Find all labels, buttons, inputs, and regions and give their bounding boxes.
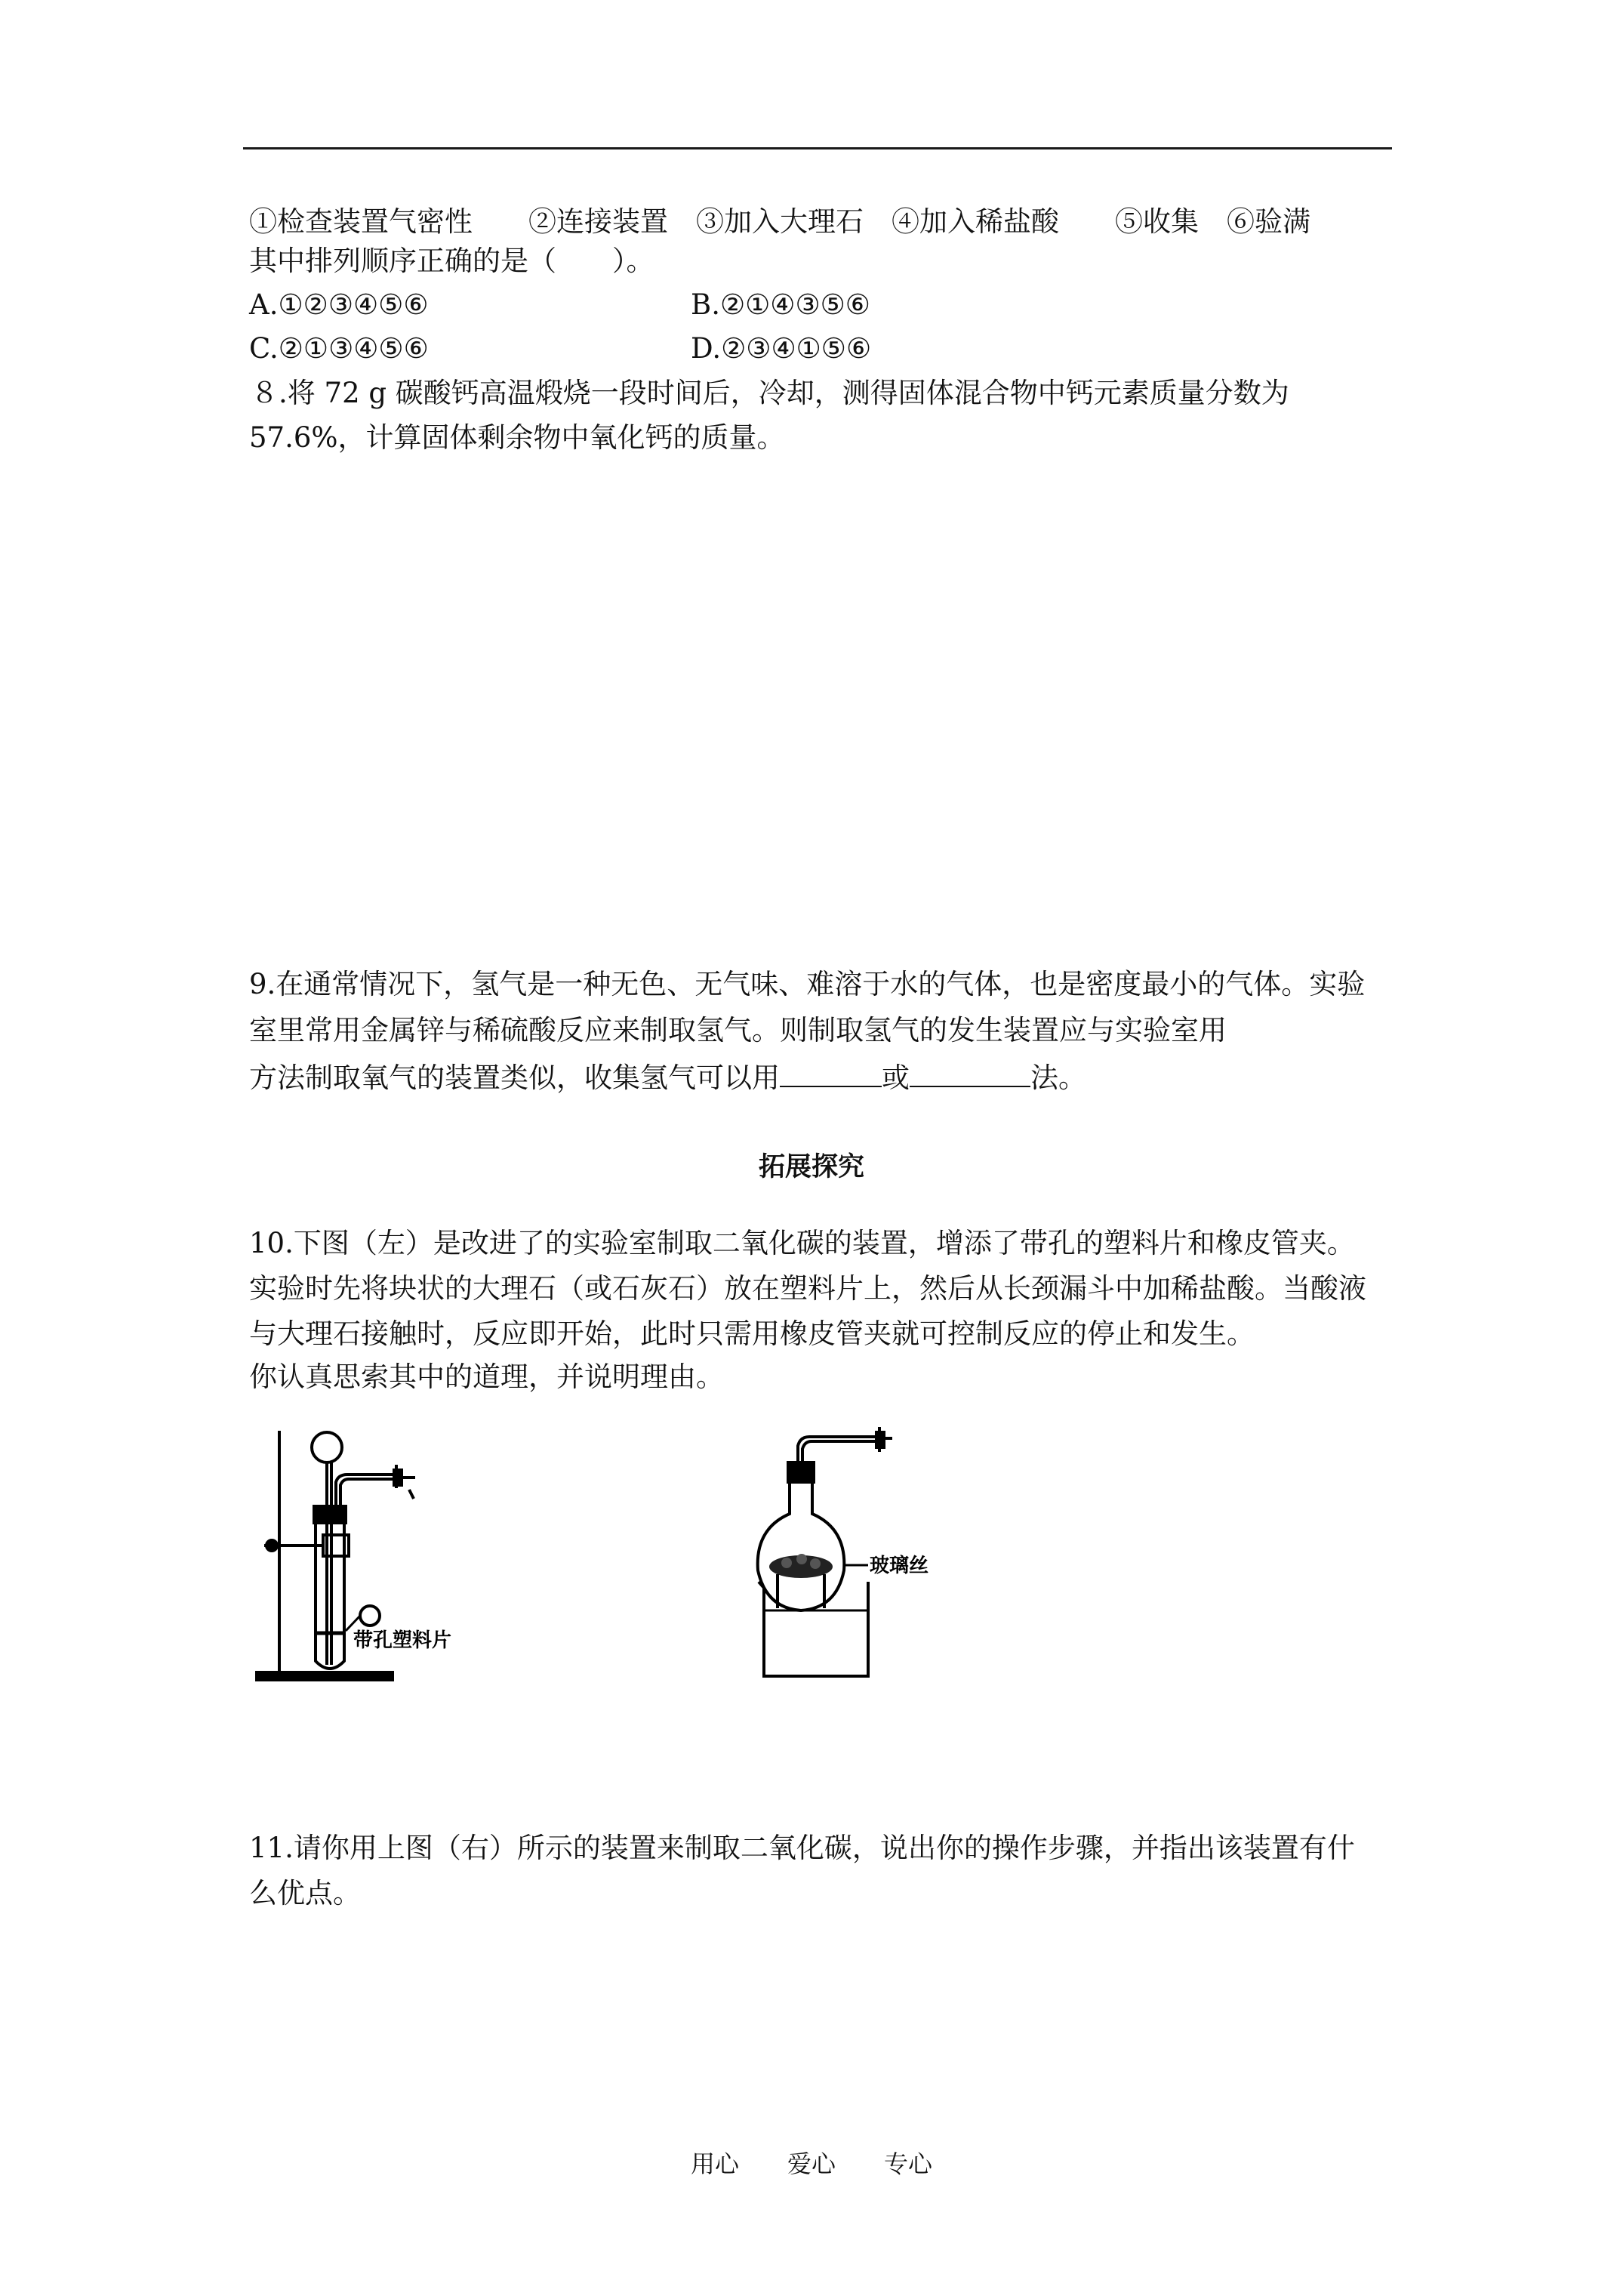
round-flask (758, 1462, 845, 1610)
header-rule (243, 147, 1392, 149)
section-title: 拓展探究 (758, 1151, 864, 1182)
right-apparatus-figure (725, 1416, 966, 1695)
q8-line1: ８.将 72 g 碳酸钙高温煅烧一段时间后，冷却，测得固体混合物中钙元素质量分数为 (251, 377, 1289, 409)
answer-blank-2[interactable] (910, 1059, 1030, 1087)
q9-line3-or: 或 (882, 1062, 910, 1094)
q7-steps-line: ①检查装置气密性 ②连接装置 ③加入大理石 ④加入稀盐酸 ⑤收集 ⑥验满 (249, 205, 1310, 238)
q7-option-c: C.②①③④⑤⑥ (249, 332, 429, 365)
q7-option-d: D.②③④①⑤⑥ (691, 332, 872, 365)
glass-wool-label: 玻璃丝 (870, 1555, 929, 1577)
q11-line2: 么优点。 (249, 1877, 361, 1909)
q11-line1: 11.请你用上图（右）所示的装置来制取二氧化碳，说出你的操作步骤，并指出该装置有什 (249, 1832, 1355, 1864)
q7-question: 其中排列顺序正确的是（ ）。 (249, 245, 654, 277)
q9-line3-end: 法。 (1030, 1062, 1086, 1094)
q10-line3: 与大理石接触时，反应即开始，此时只需用橡皮管夹就可控制反应的停止和发生。 (249, 1318, 1255, 1350)
left-apparatus-figure (249, 1423, 498, 1687)
q10-line1: 10.下图（左）是改进了的实验室制取二氧化碳的装置，增添了带孔的塑料片和橡皮管夹。 (249, 1227, 1355, 1259)
q9-line3-start: 方法制取氧气的装置类似，收集氢气可以用 (249, 1062, 780, 1094)
q9-line2: 室里常用金属锌与稀硫酸反应来制取氢气。则制取氢气的发生装置应与实验室用 (249, 1014, 1227, 1046)
answer-blank-1[interactable] (780, 1059, 882, 1087)
q7-option-a: A.①②③④⑤⑥ (249, 288, 429, 321)
q7-option-b: B.②①④③⑤⑥ (691, 288, 870, 321)
beaker (759, 1574, 868, 1676)
perforated-plate-pointer (346, 1606, 380, 1631)
q9-line3 (249, 1059, 1086, 1096)
page-footer: 用心 爱心 专心 (690, 2150, 932, 2178)
q10-line2: 实验时先将块状的大理石（或石灰石）放在塑料片上，然后从长颈漏斗中加稀盐酸。当酸液 (249, 1272, 1366, 1305)
q8-line2: 57.6%，计算固体剩余物中氧化钙的质量。 (249, 421, 785, 454)
q9-line1: 9.在通常情况下，氢气是一种无色、无气味、难溶于水的气体，也是密度最小的气体。实验 (249, 968, 1366, 1000)
q10-line4: 你认真思索其中的道理，并说明理由。 (249, 1361, 724, 1393)
perforated-plate-label: 带孔塑料片 (353, 1629, 452, 1652)
delivery-tube (336, 1465, 415, 1508)
